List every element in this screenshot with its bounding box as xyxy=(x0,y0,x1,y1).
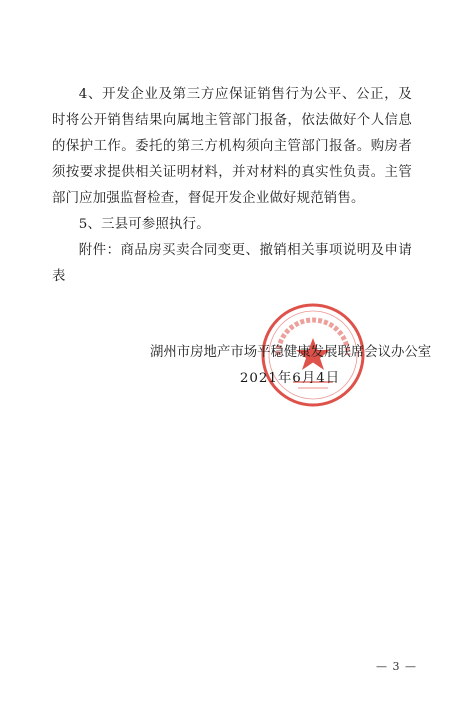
paragraph-item-5: 5、三县可参照执行。 xyxy=(78,217,210,232)
page-number: — 3 — xyxy=(376,660,417,673)
issuing-organization: 湖州市房地产市场平稳健康发展联席会议办公室 xyxy=(150,345,432,360)
paragraph-item-4: 4、开发企业及第三方应保证销售行为公平、公正，及时将公开销售结果向属地主管部门报备，依法做好个人信息的保护工作。委托的第三方机构须向主管部门报备。购房者须按要求提供相关证明材料，并对材料的真实性负责。主管部门应加强监督检查，督促开发企业做好规范销售。 xyxy=(52,87,412,206)
document-body xyxy=(52,82,412,290)
signature-block xyxy=(150,340,432,392)
issue-date: 2021年6月4日 xyxy=(239,371,341,386)
attachment-note: 附件：商品房买卖合同变更、撤销相关事项说明及申请表 xyxy=(52,243,412,284)
